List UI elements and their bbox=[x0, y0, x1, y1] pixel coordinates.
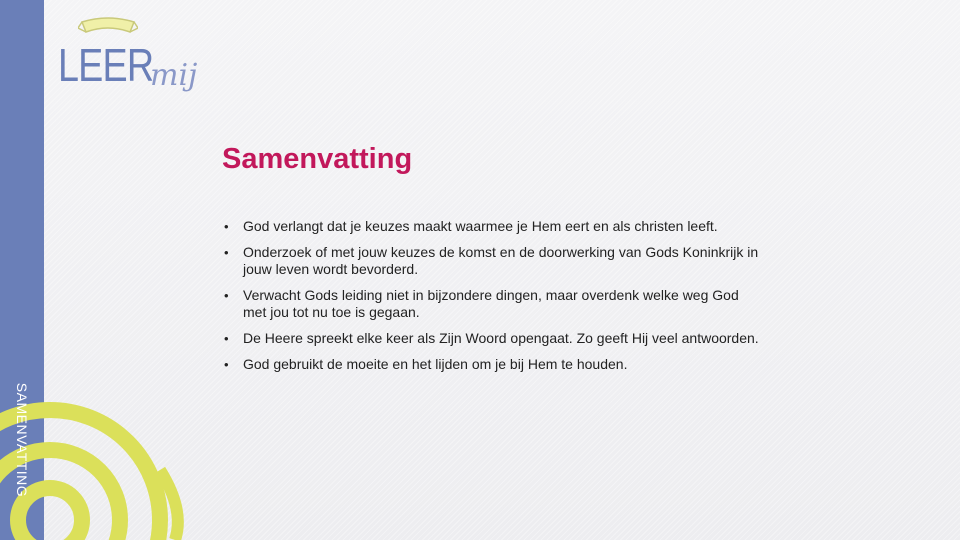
slide-title: Samenvatting bbox=[222, 143, 413, 175]
bullet-mark: • bbox=[224, 331, 229, 346]
logo bbox=[50, 8, 220, 118]
side-label-text: SAMENVATTING bbox=[14, 382, 31, 498]
logo-script-text: mij bbox=[150, 58, 198, 93]
bullet-text: God gebruikt de moeite en het lijden om je bij Hem te houden. bbox=[243, 356, 628, 372]
bullet-mark: • bbox=[224, 219, 229, 234]
bullet-mark: • bbox=[224, 357, 229, 372]
bullet-item bbox=[222, 330, 762, 347]
bullet-item bbox=[222, 244, 762, 278]
bullet-text: Onderzoek of met jouw keuzes de komst en de doorwerking van Gods Koninkrijk in jouw leven wordt bevorderd. bbox=[243, 244, 759, 277]
bullet-text: Verwacht Gods leiding niet in bijzondere dingen, maar overdenk welke weg God met jou tot nu toe is gegaan. bbox=[243, 287, 739, 320]
bullet-mark: • bbox=[224, 288, 229, 303]
side-label bbox=[12, 360, 32, 520]
logo-main-text: LEER bbox=[58, 39, 154, 91]
bullet-mark: • bbox=[224, 245, 229, 260]
bullet-list bbox=[222, 218, 762, 382]
bullet-item bbox=[222, 218, 762, 235]
bullet-text: God verlangt dat je keuzes maakt waarmee je Hem eert en als christen leeft. bbox=[243, 218, 718, 234]
bullet-item bbox=[222, 287, 762, 321]
bullet-item bbox=[222, 356, 762, 373]
bullet-text: De Heere spreekt elke keer als Zijn Woord opengaat. Zo geeft Hij veel antwoorden. bbox=[243, 330, 759, 346]
